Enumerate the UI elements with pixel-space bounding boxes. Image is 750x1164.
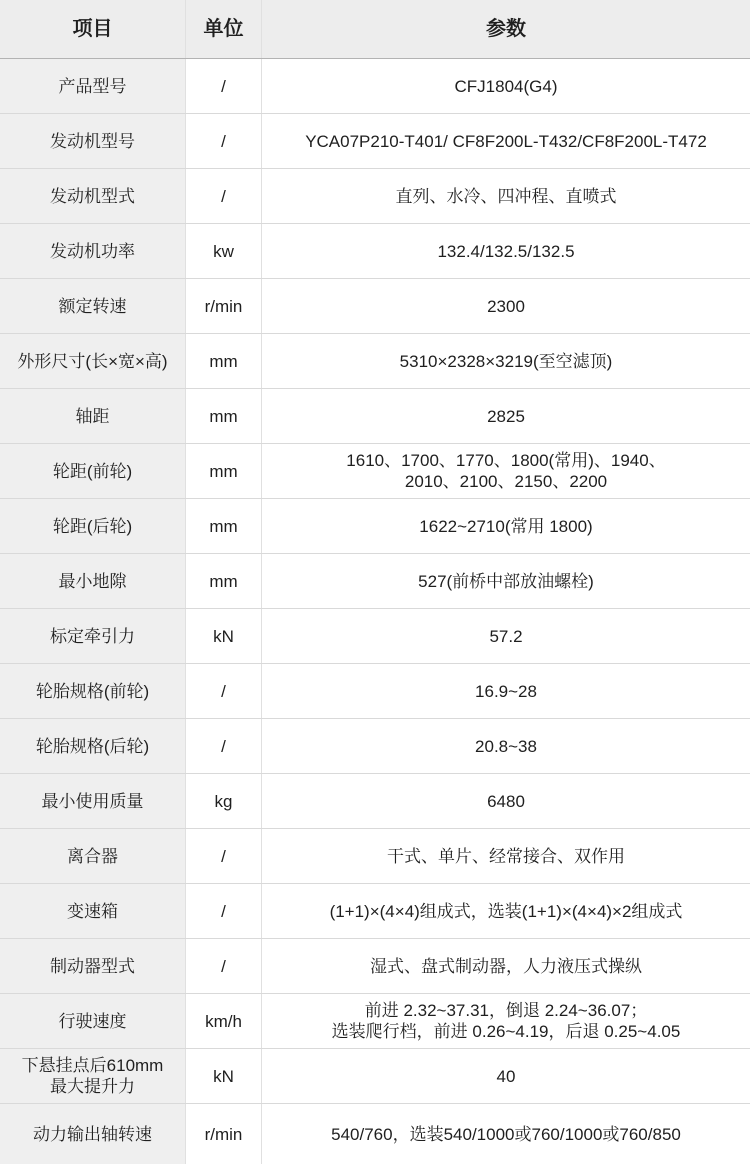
- item-cell: 离合器: [0, 829, 185, 883]
- table-row: [0, 994, 750, 1049]
- unit-cell: /: [185, 884, 262, 938]
- unit-cell: kw: [185, 224, 262, 278]
- cell-line: 2010、2100、2150、2200: [404, 472, 608, 491]
- value-cell: [262, 994, 750, 1048]
- value-cell: 540/760，选装540/1000或760/1000或760/850: [331, 1124, 681, 1144]
- table-row: [0, 1049, 750, 1104]
- item-cell: 轮距(后轮): [0, 499, 185, 553]
- unit-cell: mm: [185, 499, 262, 553]
- table-row: [0, 939, 750, 994]
- item-cell: 行驶速度: [0, 994, 185, 1048]
- value-cell: 40: [496, 1066, 516, 1086]
- value-cell: 1622~2710(常用 1800): [419, 516, 593, 536]
- unit-cell: /: [185, 939, 262, 993]
- cell-line: 选装爬行档，前进 0.26~4.19，后退 0.25~4.05: [331, 1022, 681, 1041]
- item-cell: 产品型号: [0, 59, 185, 113]
- table-row: [0, 719, 750, 774]
- item-cell: 轮胎规格(前轮): [0, 664, 185, 718]
- unit-cell: mm: [185, 389, 262, 443]
- value-cell: 16.9~28: [475, 681, 537, 701]
- table-row: [0, 1104, 750, 1164]
- unit-cell: mm: [185, 554, 262, 608]
- cell-line: 前进 2.32~37.31，倒退 2.24~36.07；: [364, 1001, 648, 1020]
- value-cell: 57.2: [489, 626, 523, 646]
- table-row: [0, 444, 750, 499]
- header-value: 参数: [486, 17, 526, 40]
- table-header-row: [0, 0, 750, 59]
- unit-cell: kg: [185, 774, 262, 828]
- item-cell: 轮距(前轮): [0, 444, 185, 498]
- item-cell: 轴距: [0, 389, 185, 443]
- value-cell: 湿式、盘式制动器，人力液压式操纵: [370, 956, 642, 976]
- unit-cell: /: [185, 114, 262, 168]
- unit-cell: km/h: [185, 994, 262, 1048]
- unit-cell: /: [185, 829, 262, 883]
- table-row: [0, 499, 750, 554]
- value-cell: CFJ1804(G4): [454, 76, 558, 96]
- unit-cell: /: [185, 59, 262, 113]
- item-cell: 轮胎规格(后轮): [0, 719, 185, 773]
- value-cell: 527(前桥中部放油螺栓): [418, 571, 594, 591]
- item-cell: 发动机型号: [0, 114, 185, 168]
- unit-cell: kN: [185, 609, 262, 663]
- table-row: [0, 664, 750, 719]
- table-row: [0, 59, 750, 114]
- item-cell: 最小使用质量: [0, 774, 185, 828]
- cell-line: 最大提升力: [50, 1077, 135, 1096]
- table-row: [0, 884, 750, 939]
- unit-cell: r/min: [185, 1104, 262, 1164]
- item-cell: 发动机型式: [0, 169, 185, 223]
- item-cell: 变速箱: [0, 884, 185, 938]
- table-row: [0, 389, 750, 444]
- value-cell: 132.4/132.5/132.5: [437, 241, 575, 261]
- value-cell: 2825: [487, 406, 525, 426]
- table-row: [0, 224, 750, 279]
- item-cell: [0, 1049, 185, 1103]
- table-row: [0, 829, 750, 884]
- table-row: [0, 554, 750, 609]
- cell-line: 下悬挂点后610mm: [21, 1056, 164, 1075]
- table-row: [0, 114, 750, 169]
- unit-cell: kN: [185, 1049, 262, 1103]
- value-cell: 5310×2328×3219(至空滤顶): [399, 351, 613, 371]
- item-cell: 制动器型式: [0, 939, 185, 993]
- item-cell: 标定牵引力: [0, 609, 185, 663]
- cell-line: 1610、1700、1770、1800(常用)、1940、: [346, 451, 666, 470]
- unit-cell: mm: [185, 444, 262, 498]
- value-cell: 2300: [487, 296, 525, 316]
- value-cell: 直列、水冷、四冲程、直喷式: [395, 186, 617, 206]
- item-cell: 最小地隙: [0, 554, 185, 608]
- value-cell: (1+1)×(4×4)组成式，选装(1+1)×(4×4)×2组成式: [329, 901, 683, 921]
- value-cell: 干式、单片、经常接合、双作用: [387, 846, 625, 866]
- value-cell: YCA07P210-T401/ CF8F200L-T432/CF8F200L-T472: [305, 131, 707, 151]
- item-cell: 额定转速: [0, 279, 185, 333]
- table-row: [0, 279, 750, 334]
- unit-cell: r/min: [185, 279, 262, 333]
- table-row: [0, 169, 750, 224]
- unit-cell: /: [185, 719, 262, 773]
- item-cell: 动力输出轴转速: [0, 1104, 185, 1164]
- value-cell: [262, 444, 750, 498]
- table-row: [0, 609, 750, 664]
- value-cell: 20.8~38: [475, 736, 537, 756]
- table-row: [0, 334, 750, 389]
- value-cell: 6480: [487, 791, 525, 811]
- item-cell: 外形尺寸(长×宽×高): [0, 334, 185, 388]
- unit-cell: /: [185, 664, 262, 718]
- table-row: [0, 774, 750, 829]
- unit-cell: /: [185, 169, 262, 223]
- item-cell: 发动机功率: [0, 224, 185, 278]
- header-unit: 单位: [185, 0, 262, 58]
- unit-cell: mm: [185, 334, 262, 388]
- header-item: 项目: [72, 17, 113, 40]
